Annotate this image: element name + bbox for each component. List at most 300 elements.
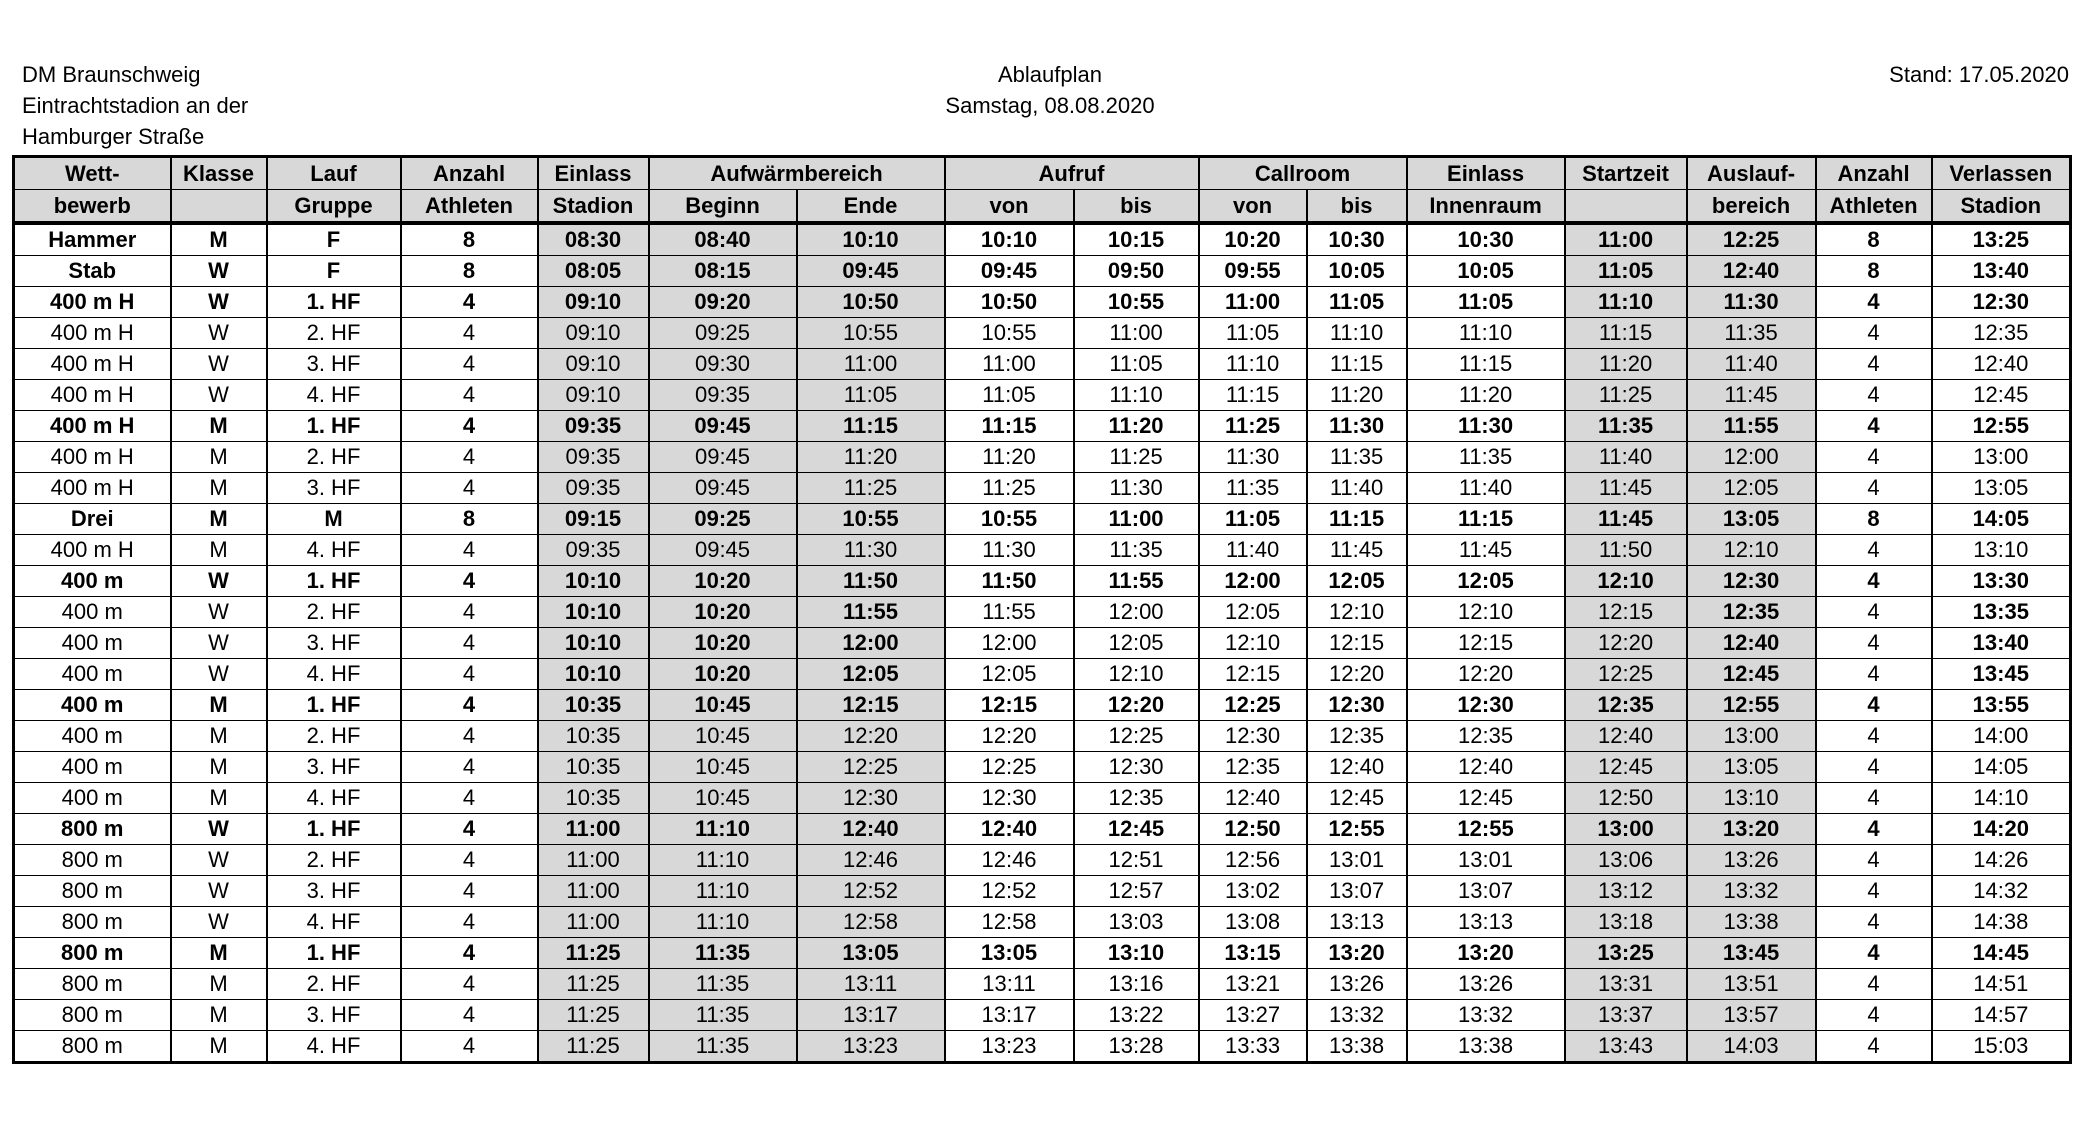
cell-callroom-bis: 13:38 bbox=[1307, 1031, 1407, 1063]
col-verlassen-2: Stadion bbox=[1932, 190, 2071, 224]
cell-lauf: 2. HF bbox=[267, 969, 401, 1000]
table-header bbox=[14, 157, 2071, 224]
cell-lauf: 1. HF bbox=[267, 411, 401, 442]
cell-callroom-bis: 11:35 bbox=[1307, 442, 1407, 473]
cell-startzeit: 11:20 bbox=[1565, 349, 1687, 380]
cell-aufwaerm-ende: 09:45 bbox=[797, 256, 945, 287]
cell-auslaufbereich: 13:20 bbox=[1687, 814, 1816, 845]
cell-wettbewerb: Stab bbox=[14, 256, 171, 287]
cell-verlassen-stadion: 14:38 bbox=[1932, 907, 2071, 938]
cell-aufwaerm-beginn: 09:45 bbox=[649, 411, 797, 442]
cell-verlassen-stadion: 13:40 bbox=[1932, 628, 2071, 659]
cell-anzahl: 4 bbox=[401, 721, 538, 752]
cell-einlass-stadion: 10:35 bbox=[538, 752, 649, 783]
cell-verlassen-stadion: 14:05 bbox=[1932, 504, 2071, 535]
cell-klasse: M bbox=[171, 938, 267, 969]
cell-aufruf-von: 10:55 bbox=[945, 504, 1074, 535]
cell-callroom-von: 12:30 bbox=[1199, 721, 1307, 752]
cell-einlass-stadion: 09:10 bbox=[538, 380, 649, 411]
cell-aufwaerm-ende: 10:55 bbox=[797, 504, 945, 535]
cell-startzeit: 12:10 bbox=[1565, 566, 1687, 597]
cell-anzahl: 4 bbox=[401, 907, 538, 938]
cell-anzahl-athleten: 4 bbox=[1816, 876, 1932, 907]
cell-wettbewerb: 400 m H bbox=[14, 287, 171, 318]
cell-anzahl: 4 bbox=[401, 287, 538, 318]
cell-anzahl-athleten: 4 bbox=[1816, 752, 1932, 783]
cell-startzeit: 11:35 bbox=[1565, 411, 1687, 442]
cell-callroom-von: 11:15 bbox=[1199, 380, 1307, 411]
cell-lauf: 2. HF bbox=[267, 845, 401, 876]
cell-verlassen-stadion: 14:45 bbox=[1932, 938, 2071, 969]
cell-callroom-von: 13:02 bbox=[1199, 876, 1307, 907]
cell-anzahl-athleten: 4 bbox=[1816, 628, 1932, 659]
cell-aufruf-bis: 11:55 bbox=[1074, 566, 1199, 597]
cell-callroom-von: 12:10 bbox=[1199, 628, 1307, 659]
cell-callroom-bis: 11:15 bbox=[1307, 504, 1407, 535]
cell-einlass-stadion: 10:35 bbox=[538, 721, 649, 752]
cell-klasse: W bbox=[171, 659, 267, 690]
cell-aufruf-bis: 11:25 bbox=[1074, 442, 1199, 473]
table-row bbox=[14, 535, 2071, 566]
cell-einlass-innenraum: 11:15 bbox=[1407, 349, 1565, 380]
cell-einlass-stadion: 10:35 bbox=[538, 783, 649, 814]
venue-header bbox=[22, 59, 248, 152]
cell-lauf: 3. HF bbox=[267, 752, 401, 783]
cell-startzeit: 13:12 bbox=[1565, 876, 1687, 907]
cell-callroom-bis: 13:01 bbox=[1307, 845, 1407, 876]
cell-auslaufbereich: 13:32 bbox=[1687, 876, 1816, 907]
cell-verlassen-stadion: 12:30 bbox=[1932, 287, 2071, 318]
cell-klasse: M bbox=[171, 1000, 267, 1031]
cell-einlass-innenraum: 12:10 bbox=[1407, 597, 1565, 628]
cell-wettbewerb: 800 m bbox=[14, 969, 171, 1000]
cell-callroom-von: 11:35 bbox=[1199, 473, 1307, 504]
cell-aufruf-bis: 13:03 bbox=[1074, 907, 1199, 938]
table-row bbox=[14, 752, 2071, 783]
plan-date: Samstag, 08.08.2020 bbox=[945, 93, 1155, 118]
col-lauf: Lauf bbox=[267, 157, 401, 190]
cell-einlass-innenraum: 10:05 bbox=[1407, 256, 1565, 287]
cell-startzeit: 12:25 bbox=[1565, 659, 1687, 690]
cell-einlass-stadion: 11:00 bbox=[538, 814, 649, 845]
cell-anzahl: 4 bbox=[401, 597, 538, 628]
cell-anzahl: 4 bbox=[401, 411, 538, 442]
cell-anzahl: 4 bbox=[401, 318, 538, 349]
cell-auslaufbereich: 11:55 bbox=[1687, 411, 1816, 442]
cell-wettbewerb: 400 m bbox=[14, 659, 171, 690]
cell-aufwaerm-ende: 12:52 bbox=[797, 876, 945, 907]
cell-callroom-bis: 13:07 bbox=[1307, 876, 1407, 907]
cell-auslaufbereich: 13:00 bbox=[1687, 721, 1816, 752]
cell-einlass-stadion: 11:25 bbox=[538, 1031, 649, 1063]
cell-einlass-innenraum: 11:35 bbox=[1407, 442, 1565, 473]
cell-aufruf-bis: 11:05 bbox=[1074, 349, 1199, 380]
cell-aufwaerm-ende: 13:17 bbox=[797, 1000, 945, 1031]
cell-auslaufbereich: 13:05 bbox=[1687, 752, 1816, 783]
cell-lauf: 1. HF bbox=[267, 690, 401, 721]
cell-aufruf-bis: 11:35 bbox=[1074, 535, 1199, 566]
cell-anzahl-athleten: 4 bbox=[1816, 721, 1932, 752]
col-klasse: Klasse bbox=[171, 157, 267, 190]
col-wettbewerb-2: bewerb bbox=[14, 190, 171, 224]
cell-einlass-innenraum: 13:32 bbox=[1407, 1000, 1565, 1031]
cell-callroom-von: 12:00 bbox=[1199, 566, 1307, 597]
cell-startzeit: 13:00 bbox=[1565, 814, 1687, 845]
col-anzahl-2-sub: Athleten bbox=[401, 190, 538, 224]
cell-aufwaerm-beginn: 09:45 bbox=[649, 535, 797, 566]
cell-einlass-innenraum: 11:30 bbox=[1407, 411, 1565, 442]
cell-aufruf-von: 12:40 bbox=[945, 814, 1074, 845]
cell-aufwaerm-beginn: 11:10 bbox=[649, 845, 797, 876]
cell-aufruf-von: 11:20 bbox=[945, 442, 1074, 473]
cell-wettbewerb: 400 m bbox=[14, 783, 171, 814]
cell-wettbewerb: 400 m bbox=[14, 752, 171, 783]
cell-auslaufbereich: 13:38 bbox=[1687, 907, 1816, 938]
cell-callroom-bis: 12:20 bbox=[1307, 659, 1407, 690]
cell-callroom-bis: 10:05 bbox=[1307, 256, 1407, 287]
cell-einlass-innenraum: 11:10 bbox=[1407, 318, 1565, 349]
cell-lauf: 2. HF bbox=[267, 721, 401, 752]
table-row bbox=[14, 256, 2071, 287]
cell-aufwaerm-beginn: 10:20 bbox=[649, 628, 797, 659]
cell-einlass-stadion: 09:10 bbox=[538, 349, 649, 380]
cell-einlass-innenraum: 12:20 bbox=[1407, 659, 1565, 690]
cell-wettbewerb: 800 m bbox=[14, 907, 171, 938]
cell-anzahl-athleten: 8 bbox=[1816, 504, 1932, 535]
cell-lauf: 4. HF bbox=[267, 659, 401, 690]
cell-verlassen-stadion: 14:00 bbox=[1932, 721, 2071, 752]
cell-lauf: 2. HF bbox=[267, 597, 401, 628]
cell-aufruf-von: 12:52 bbox=[945, 876, 1074, 907]
cell-wettbewerb: 800 m bbox=[14, 876, 171, 907]
cell-aufruf-von: 12:30 bbox=[945, 783, 1074, 814]
table-row bbox=[14, 287, 2071, 318]
cell-aufruf-von: 10:50 bbox=[945, 287, 1074, 318]
cell-klasse: W bbox=[171, 876, 267, 907]
cell-auslaufbereich: 13:10 bbox=[1687, 783, 1816, 814]
cell-anzahl-athleten: 4 bbox=[1816, 566, 1932, 597]
cell-klasse: W bbox=[171, 597, 267, 628]
cell-anzahl: 4 bbox=[401, 349, 538, 380]
cell-anzahl-athleten: 4 bbox=[1816, 535, 1932, 566]
cell-callroom-von: 13:33 bbox=[1199, 1031, 1307, 1063]
table-row bbox=[14, 690, 2071, 721]
cell-callroom-von: 11:05 bbox=[1199, 504, 1307, 535]
cell-aufwaerm-beginn: 09:20 bbox=[649, 287, 797, 318]
cell-einlass-stadion: 11:00 bbox=[538, 845, 649, 876]
cell-startzeit: 13:06 bbox=[1565, 845, 1687, 876]
status-date: Stand: 17.05.2020 bbox=[1889, 62, 2069, 87]
cell-wettbewerb: 400 m H bbox=[14, 473, 171, 504]
cell-startzeit: 13:31 bbox=[1565, 969, 1687, 1000]
cell-einlass-stadion: 10:10 bbox=[538, 597, 649, 628]
cell-startzeit: 11:25 bbox=[1565, 380, 1687, 411]
cell-callroom-bis: 13:32 bbox=[1307, 1000, 1407, 1031]
cell-aufruf-bis: 12:20 bbox=[1074, 690, 1199, 721]
cell-anzahl: 4 bbox=[401, 845, 538, 876]
cell-callroom-bis: 13:13 bbox=[1307, 907, 1407, 938]
cell-anzahl: 8 bbox=[401, 223, 538, 256]
cell-anzahl: 4 bbox=[401, 876, 538, 907]
cell-callroom-von: 11:00 bbox=[1199, 287, 1307, 318]
cell-klasse: W bbox=[171, 256, 267, 287]
cell-aufruf-von: 11:05 bbox=[945, 380, 1074, 411]
cell-aufruf-bis: 13:22 bbox=[1074, 1000, 1199, 1031]
cell-aufruf-bis: 10:15 bbox=[1074, 223, 1199, 256]
cell-klasse: M bbox=[171, 504, 267, 535]
cell-anzahl: 4 bbox=[401, 442, 538, 473]
cell-auslaufbereich: 11:35 bbox=[1687, 318, 1816, 349]
cell-verlassen-stadion: 13:55 bbox=[1932, 690, 2071, 721]
cell-aufruf-bis: 11:20 bbox=[1074, 411, 1199, 442]
cell-lauf: 1. HF bbox=[267, 287, 401, 318]
cell-aufwaerm-ende: 12:15 bbox=[797, 690, 945, 721]
cell-aufruf-von: 09:45 bbox=[945, 256, 1074, 287]
cell-klasse: W bbox=[171, 907, 267, 938]
cell-einlass-innenraum: 12:05 bbox=[1407, 566, 1565, 597]
col-callroom-bis: bis bbox=[1307, 190, 1407, 224]
table-row bbox=[14, 1031, 2071, 1063]
cell-anzahl: 4 bbox=[401, 659, 538, 690]
header-row-2 bbox=[14, 190, 2071, 224]
cell-aufruf-bis: 13:10 bbox=[1074, 938, 1199, 969]
table-row bbox=[14, 473, 2071, 504]
cell-callroom-bis: 13:26 bbox=[1307, 969, 1407, 1000]
plan-title-block bbox=[800, 59, 1300, 121]
cell-callroom-von: 11:05 bbox=[1199, 318, 1307, 349]
cell-aufruf-bis: 13:16 bbox=[1074, 969, 1199, 1000]
cell-verlassen-stadion: 14:51 bbox=[1932, 969, 2071, 1000]
table-row bbox=[14, 845, 2071, 876]
cell-einlass-innenraum: 12:15 bbox=[1407, 628, 1565, 659]
cell-callroom-bis: 11:10 bbox=[1307, 318, 1407, 349]
cell-aufruf-von: 12:15 bbox=[945, 690, 1074, 721]
cell-aufwaerm-ende: 11:20 bbox=[797, 442, 945, 473]
cell-klasse: W bbox=[171, 318, 267, 349]
cell-einlass-stadion: 11:25 bbox=[538, 1000, 649, 1031]
cell-callroom-von: 11:10 bbox=[1199, 349, 1307, 380]
cell-aufwaerm-ende: 12:30 bbox=[797, 783, 945, 814]
cell-startzeit: 11:50 bbox=[1565, 535, 1687, 566]
col-anzahl: Anzahl bbox=[401, 157, 538, 190]
cell-einlass-innenraum: 12:45 bbox=[1407, 783, 1565, 814]
cell-auslaufbereich: 12:25 bbox=[1687, 223, 1816, 256]
cell-aufwaerm-beginn: 11:35 bbox=[649, 1000, 797, 1031]
cell-aufwaerm-ende: 11:00 bbox=[797, 349, 945, 380]
cell-aufruf-bis: 11:10 bbox=[1074, 380, 1199, 411]
cell-aufruf-bis: 12:05 bbox=[1074, 628, 1199, 659]
col-aufwaerm-ende: Ende bbox=[797, 190, 945, 224]
cell-anzahl-athleten: 4 bbox=[1816, 1000, 1932, 1031]
cell-klasse: M bbox=[171, 783, 267, 814]
cell-auslaufbereich: 11:45 bbox=[1687, 380, 1816, 411]
cell-callroom-von: 12:25 bbox=[1199, 690, 1307, 721]
cell-auslaufbereich: 12:40 bbox=[1687, 628, 1816, 659]
cell-verlassen-stadion: 13:30 bbox=[1932, 566, 2071, 597]
cell-aufruf-von: 11:15 bbox=[945, 411, 1074, 442]
cell-callroom-von: 12:15 bbox=[1199, 659, 1307, 690]
cell-aufruf-bis: 09:50 bbox=[1074, 256, 1199, 287]
cell-verlassen-stadion: 12:35 bbox=[1932, 318, 2071, 349]
cell-verlassen-stadion: 14:20 bbox=[1932, 814, 2071, 845]
cell-anzahl-athleten: 8 bbox=[1816, 223, 1932, 256]
cell-einlass-stadion: 09:15 bbox=[538, 504, 649, 535]
cell-aufwaerm-beginn: 10:20 bbox=[649, 659, 797, 690]
table-row bbox=[14, 969, 2071, 1000]
header-row-1 bbox=[14, 157, 2071, 190]
cell-verlassen-stadion: 14:26 bbox=[1932, 845, 2071, 876]
col-einlass-stadion: Einlass bbox=[538, 157, 649, 190]
cell-auslaufbereich: 12:00 bbox=[1687, 442, 1816, 473]
cell-einlass-innenraum: 12:40 bbox=[1407, 752, 1565, 783]
cell-anzahl-athleten: 4 bbox=[1816, 1031, 1932, 1063]
cell-einlass-innenraum: 13:20 bbox=[1407, 938, 1565, 969]
cell-aufruf-von: 11:25 bbox=[945, 473, 1074, 504]
cell-einlass-innenraum: 11:40 bbox=[1407, 473, 1565, 504]
cell-callroom-bis: 12:15 bbox=[1307, 628, 1407, 659]
table-row bbox=[14, 442, 2071, 473]
cell-klasse: M bbox=[171, 442, 267, 473]
cell-callroom-von: 13:27 bbox=[1199, 1000, 1307, 1031]
cell-aufruf-von: 12:58 bbox=[945, 907, 1074, 938]
cell-aufwaerm-beginn: 11:10 bbox=[649, 907, 797, 938]
cell-verlassen-stadion: 14:32 bbox=[1932, 876, 2071, 907]
cell-einlass-stadion: 11:00 bbox=[538, 876, 649, 907]
cell-aufruf-bis: 11:30 bbox=[1074, 473, 1199, 504]
cell-wettbewerb: 800 m bbox=[14, 814, 171, 845]
cell-aufruf-von: 11:55 bbox=[945, 597, 1074, 628]
cell-callroom-von: 13:15 bbox=[1199, 938, 1307, 969]
cell-anzahl-athleten: 4 bbox=[1816, 318, 1932, 349]
cell-aufwaerm-beginn: 09:30 bbox=[649, 349, 797, 380]
cell-aufruf-von: 10:10 bbox=[945, 223, 1074, 256]
event-name: DM Braunschweig bbox=[22, 62, 201, 87]
cell-anzahl: 8 bbox=[401, 504, 538, 535]
cell-einlass-innenraum: 11:05 bbox=[1407, 287, 1565, 318]
cell-auslaufbereich: 12:55 bbox=[1687, 690, 1816, 721]
cell-anzahl-athleten: 4 bbox=[1816, 349, 1932, 380]
cell-wettbewerb: 400 m H bbox=[14, 380, 171, 411]
cell-einlass-stadion: 10:10 bbox=[538, 628, 649, 659]
cell-auslaufbereich: 13:45 bbox=[1687, 938, 1816, 969]
cell-aufwaerm-beginn: 10:20 bbox=[649, 566, 797, 597]
cell-aufruf-bis: 12:51 bbox=[1074, 845, 1199, 876]
cell-aufruf-bis: 12:25 bbox=[1074, 721, 1199, 752]
cell-callroom-bis: 12:40 bbox=[1307, 752, 1407, 783]
cell-wettbewerb: 400 m bbox=[14, 597, 171, 628]
cell-wettbewerb: 400 m bbox=[14, 566, 171, 597]
cell-einlass-innenraum: 13:01 bbox=[1407, 845, 1565, 876]
cell-klasse: M bbox=[171, 690, 267, 721]
cell-anzahl: 4 bbox=[401, 1031, 538, 1063]
cell-startzeit: 11:15 bbox=[1565, 318, 1687, 349]
plan-title: Ablaufplan bbox=[998, 62, 1102, 87]
cell-callroom-bis: 12:35 bbox=[1307, 721, 1407, 752]
cell-aufwaerm-ende: 12:58 bbox=[797, 907, 945, 938]
cell-startzeit: 12:45 bbox=[1565, 752, 1687, 783]
cell-aufruf-bis: 12:00 bbox=[1074, 597, 1199, 628]
cell-auslaufbereich: 13:05 bbox=[1687, 504, 1816, 535]
cell-verlassen-stadion: 13:25 bbox=[1932, 223, 2071, 256]
cell-wettbewerb: 400 m H bbox=[14, 349, 171, 380]
cell-einlass-stadion: 09:35 bbox=[538, 473, 649, 504]
cell-klasse: M bbox=[171, 969, 267, 1000]
cell-auslaufbereich: 13:26 bbox=[1687, 845, 1816, 876]
cell-verlassen-stadion: 14:10 bbox=[1932, 783, 2071, 814]
cell-aufwaerm-beginn: 11:10 bbox=[649, 876, 797, 907]
cell-einlass-innenraum: 11:20 bbox=[1407, 380, 1565, 411]
cell-aufruf-bis: 10:55 bbox=[1074, 287, 1199, 318]
cell-aufwaerm-beginn: 11:35 bbox=[649, 969, 797, 1000]
cell-auslaufbereich: 11:30 bbox=[1687, 287, 1816, 318]
cell-verlassen-stadion: 13:00 bbox=[1932, 442, 2071, 473]
cell-startzeit: 13:25 bbox=[1565, 938, 1687, 969]
cell-aufwaerm-ende: 12:00 bbox=[797, 628, 945, 659]
cell-einlass-stadion: 11:25 bbox=[538, 938, 649, 969]
col-auslaufbereich: Auslauf- bbox=[1687, 157, 1816, 190]
cell-aufruf-bis: 13:28 bbox=[1074, 1031, 1199, 1063]
cell-aufruf-von: 10:55 bbox=[945, 318, 1074, 349]
cell-wettbewerb: 400 m bbox=[14, 690, 171, 721]
col-aufwaermbereich: Aufwärmbereich bbox=[649, 157, 945, 190]
table-row bbox=[14, 566, 2071, 597]
cell-callroom-von: 12:35 bbox=[1199, 752, 1307, 783]
cell-aufwaerm-ende: 12:46 bbox=[797, 845, 945, 876]
cell-anzahl-athleten: 4 bbox=[1816, 845, 1932, 876]
cell-aufwaerm-beginn: 10:45 bbox=[649, 783, 797, 814]
cell-einlass-stadion: 08:30 bbox=[538, 223, 649, 256]
cell-auslaufbereich: 13:51 bbox=[1687, 969, 1816, 1000]
cell-einlass-innenraum: 11:15 bbox=[1407, 504, 1565, 535]
cell-aufwaerm-ende: 10:10 bbox=[797, 223, 945, 256]
cell-callroom-von: 09:55 bbox=[1199, 256, 1307, 287]
cell-aufwaerm-ende: 11:30 bbox=[797, 535, 945, 566]
table-row bbox=[14, 628, 2071, 659]
cell-callroom-bis: 12:05 bbox=[1307, 566, 1407, 597]
cell-einlass-stadion: 11:25 bbox=[538, 969, 649, 1000]
cell-einlass-stadion: 09:35 bbox=[538, 535, 649, 566]
cell-aufwaerm-beginn: 08:40 bbox=[649, 223, 797, 256]
cell-aufwaerm-beginn: 08:15 bbox=[649, 256, 797, 287]
cell-aufwaerm-ende: 11:50 bbox=[797, 566, 945, 597]
cell-aufwaerm-beginn: 09:25 bbox=[649, 318, 797, 349]
col-startzeit: Startzeit bbox=[1565, 157, 1687, 190]
cell-lauf: 3. HF bbox=[267, 1000, 401, 1031]
cell-einlass-stadion: 08:05 bbox=[538, 256, 649, 287]
cell-wettbewerb: Hammer bbox=[14, 223, 171, 256]
cell-aufruf-von: 12:05 bbox=[945, 659, 1074, 690]
cell-auslaufbereich: 12:35 bbox=[1687, 597, 1816, 628]
cell-klasse: M bbox=[171, 721, 267, 752]
cell-einlass-innenraum: 13:07 bbox=[1407, 876, 1565, 907]
cell-klasse: W bbox=[171, 845, 267, 876]
cell-lauf: F bbox=[267, 223, 401, 256]
cell-wettbewerb: 800 m bbox=[14, 845, 171, 876]
cell-aufwaerm-beginn: 09:45 bbox=[649, 442, 797, 473]
cell-aufwaerm-beginn: 10:20 bbox=[649, 597, 797, 628]
cell-auslaufbereich: 12:10 bbox=[1687, 535, 1816, 566]
col-einlass-innenraum-2: Innenraum bbox=[1407, 190, 1565, 224]
cell-callroom-von: 12:05 bbox=[1199, 597, 1307, 628]
cell-einlass-innenraum: 11:45 bbox=[1407, 535, 1565, 566]
cell-anzahl: 4 bbox=[401, 380, 538, 411]
cell-lauf: 4. HF bbox=[267, 535, 401, 566]
cell-auslaufbereich: 12:45 bbox=[1687, 659, 1816, 690]
cell-anzahl-athleten: 4 bbox=[1816, 907, 1932, 938]
cell-verlassen-stadion: 13:10 bbox=[1932, 535, 2071, 566]
cell-anzahl-athleten: 4 bbox=[1816, 380, 1932, 411]
cell-auslaufbereich: 12:40 bbox=[1687, 256, 1816, 287]
